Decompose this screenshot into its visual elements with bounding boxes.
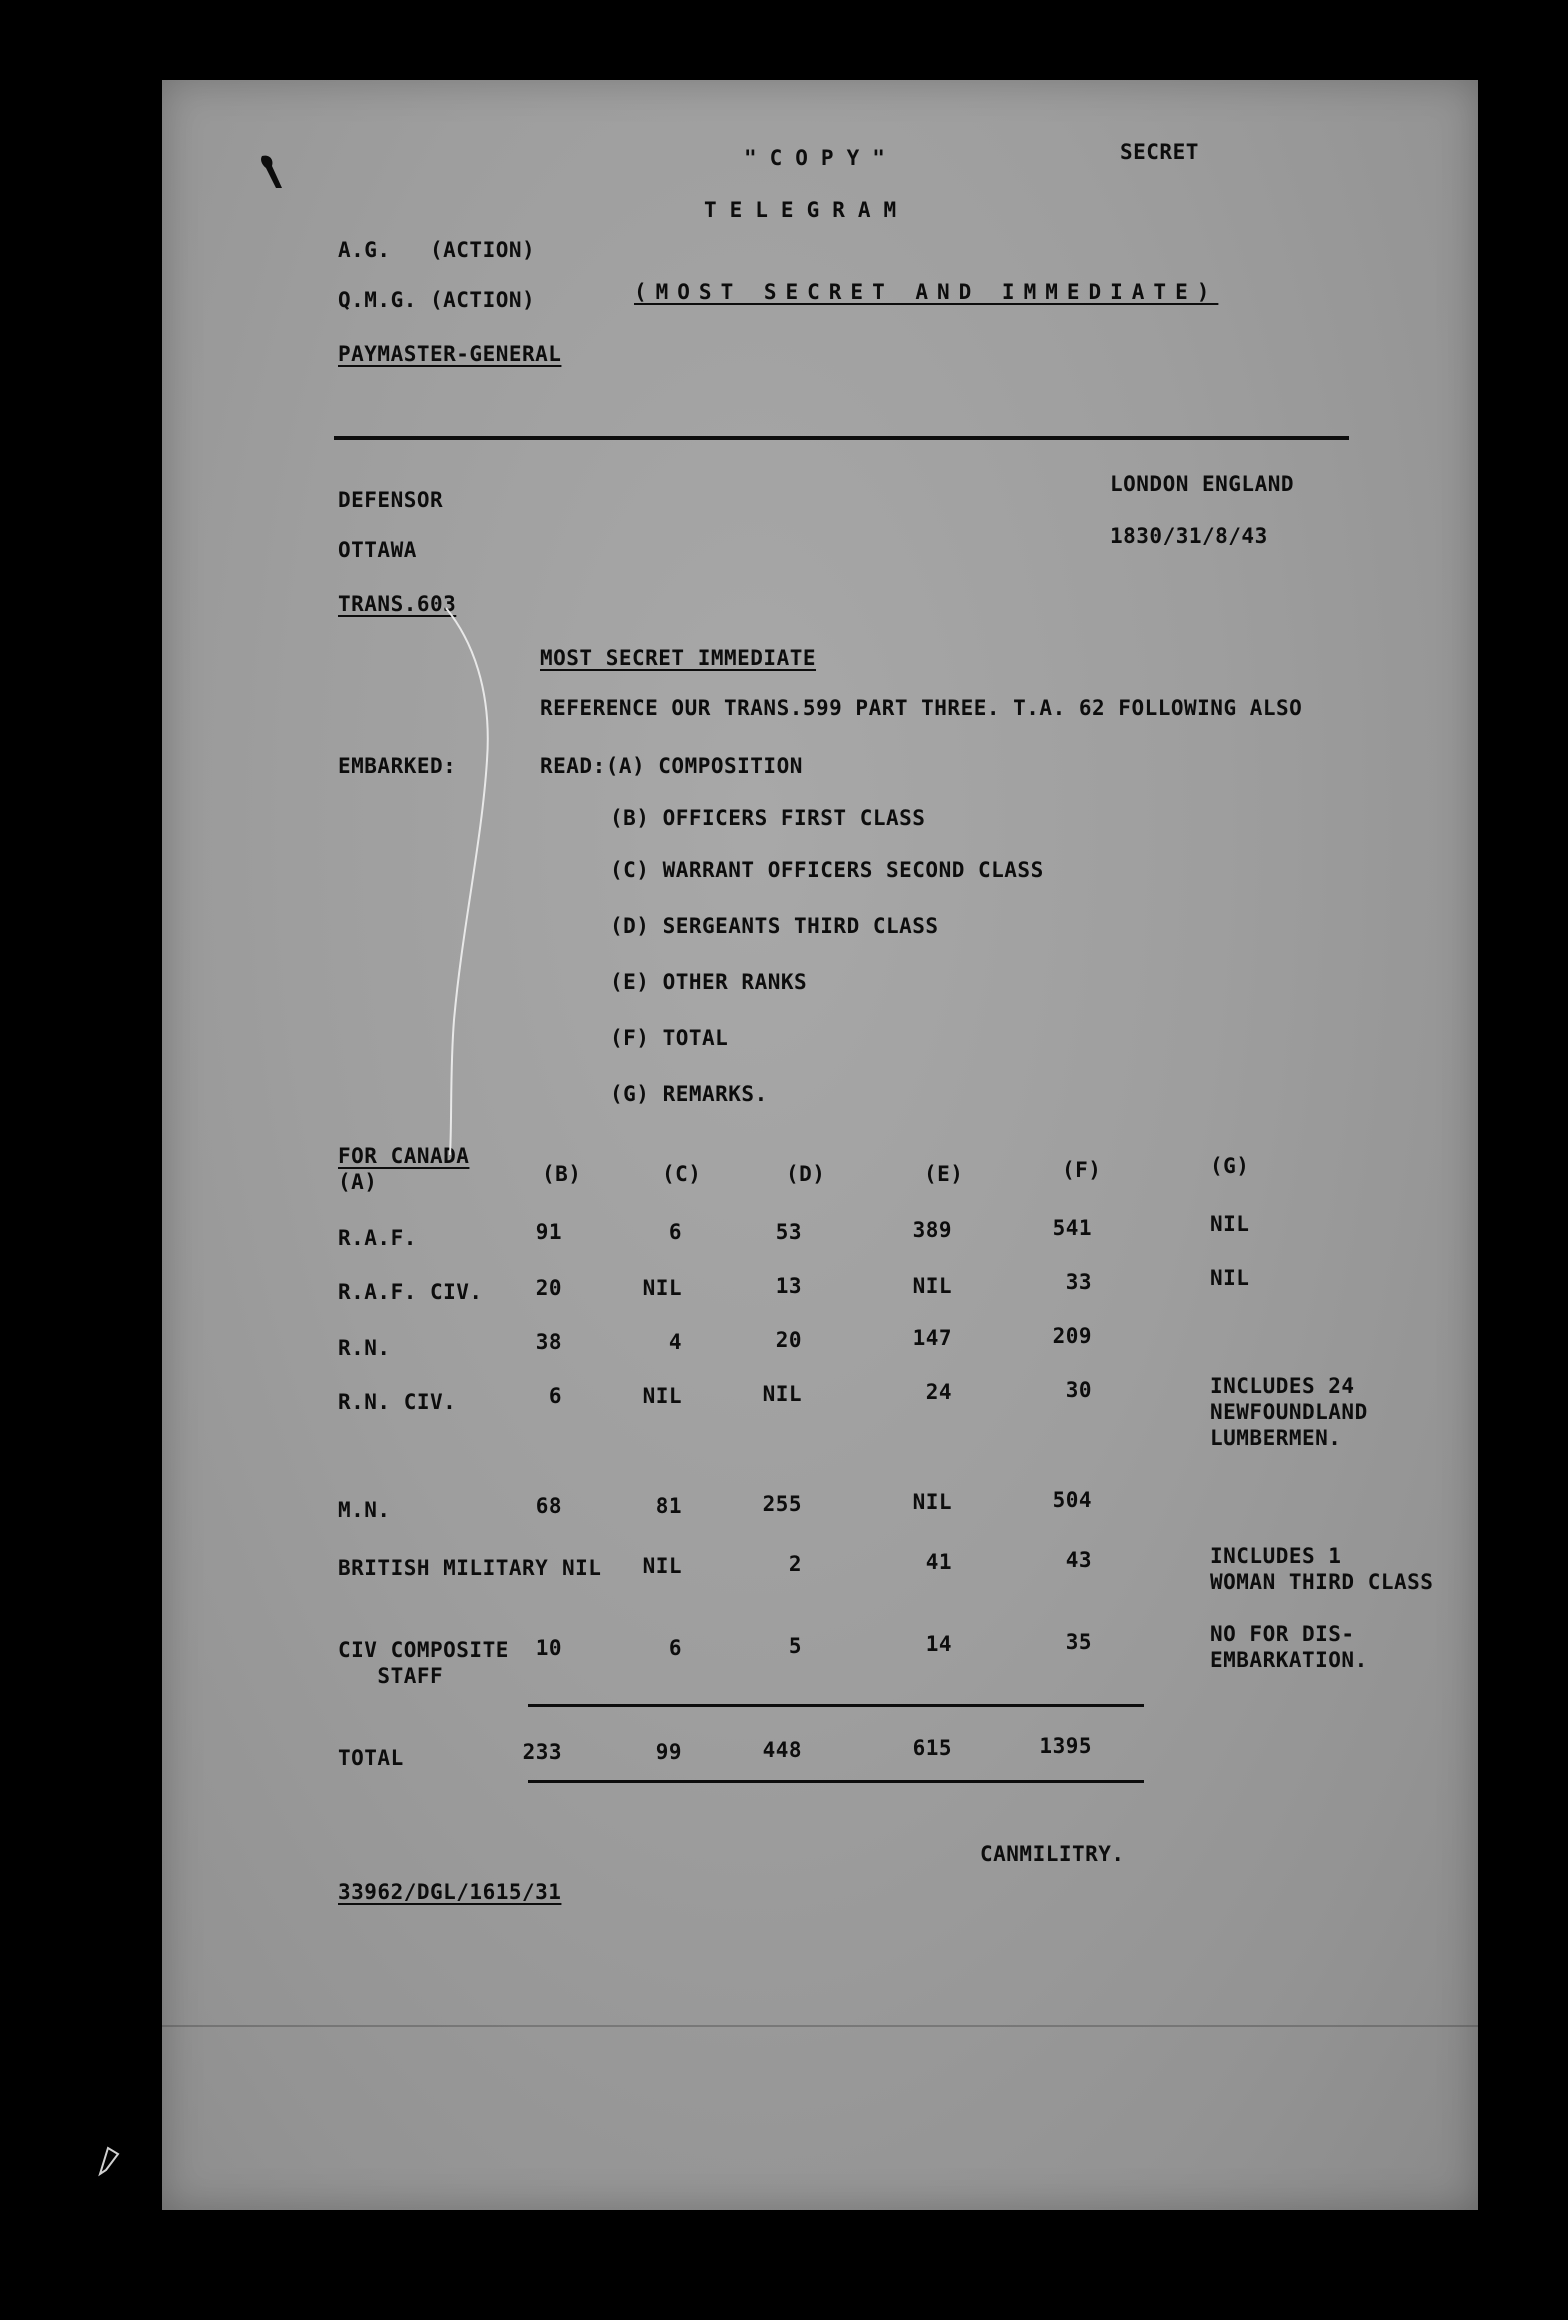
cell-g: LUMBERMEN. [1210,1426,1342,1450]
row-label: R.N. [338,1336,391,1360]
total-label: TOTAL [338,1746,404,1770]
cell-g: WOMAN THIRD CLASS [1210,1570,1434,1594]
column-header-b: (B) [542,1162,582,1186]
column-header-f: (F) [1062,1158,1102,1182]
priority-label: (MOST SECRET AND IMMEDIATE) [634,280,1219,304]
column-header-a: (A) [338,1170,378,1194]
cell-f: 504 [1052,1488,1092,1512]
column-header-c: (C) [662,1162,702,1186]
row-label: R.N. CIV. [338,1390,457,1414]
cell-c: NIL [642,1276,682,1300]
cell-e: 389 [912,1218,952,1242]
cell-e: 147 [912,1326,952,1350]
cell-f: 35 [1065,1630,1092,1654]
secret-label: SECRET [1120,140,1199,164]
addressee-city: OTTAWA [338,538,417,562]
row-label: BRITISH MILITARY [338,1556,549,1580]
row-label: CIV COMPOSITE [338,1638,509,1662]
origin-datetime: 1830/31/8/43 [1110,524,1268,548]
total-rule-top [528,1704,1144,1707]
read-item: (B) OFFICERS FIRST CLASS [610,806,926,830]
cell-b: 38 [535,1330,562,1354]
cell-g: EMBARKATION. [1210,1648,1368,1672]
read-item: READ:(A) COMPOSITION [540,754,803,778]
cell-g: INCLUDES 24 [1210,1374,1355,1398]
row-label: R.A.F. CIV. [338,1280,483,1304]
column-header-e: (E) [924,1162,964,1186]
copy-label: "COPY" [744,146,898,170]
total-b: 233 [522,1740,562,1764]
cell-g: INCLUDES 1 [1210,1544,1342,1568]
cell-e: 24 [925,1380,952,1404]
cell-d: 5 [788,1634,802,1658]
distribution-ag: A.G. (ACTION) [338,238,536,262]
distribution-qmg: Q.M.G. (ACTION) [338,288,536,312]
read-item: (E) OTHER RANKS [610,970,808,994]
cell-c: NIL [642,1554,682,1578]
subject-line: MOST SECRET IMMEDIATE [540,646,817,670]
telegram-title: TELEGRAM [704,198,910,222]
column-header-g: (G) [1210,1154,1250,1178]
row-label: M.N. [338,1498,391,1522]
cell-g: NO FOR DIS- [1210,1622,1355,1646]
cell-f: 33 [1065,1270,1092,1294]
telegram-sheet [162,80,1478,2210]
scan-artifact-mark [94,2140,124,2180]
cell-c: 6 [668,1636,682,1660]
cell-b: 10 [535,1636,562,1660]
row-label: STAFF [338,1664,444,1688]
sender-signature: CANMILITRY. [980,1842,1125,1866]
read-item: (F) TOTAL [610,1026,729,1050]
fold-line [162,2025,1478,2027]
cell-f: 30 [1065,1378,1092,1402]
cell-d: 53 [775,1220,802,1244]
cell-e: NIL [912,1274,952,1298]
total-e: 615 [912,1736,952,1760]
reference-line: REFERENCE OUR TRANS.599 PART THREE. T.A. 62 FOLLOWING ALSO [540,696,1303,720]
group-label: FOR CANADA [338,1144,470,1168]
cell-c: NIL [642,1384,682,1408]
total-rule-bottom [528,1780,1144,1783]
cell-d: NIL [762,1382,802,1406]
ink-blot [258,152,288,192]
read-item: (C) WARRANT OFFICERS SECOND CLASS [610,858,1044,882]
cell-e: 41 [925,1550,952,1574]
embarked-label: EMBARKED: [338,754,457,778]
cell-b: 6 [548,1384,562,1408]
total-c: 99 [655,1740,682,1764]
cell-e: NIL [912,1490,952,1514]
read-item: (D) SERGEANTS THIRD CLASS [610,914,939,938]
cell-d: 2 [788,1552,802,1576]
addressee: DEFENSOR [338,488,444,512]
cell-d: 13 [775,1274,802,1298]
row-label: R.A.F. [338,1226,417,1250]
header-divider [334,436,1349,440]
cell-d: 255 [762,1492,802,1516]
trans-number: TRANS.603 [338,592,457,616]
cell-f: 209 [1052,1324,1092,1348]
cell-f: 43 [1065,1548,1092,1572]
total-f: 1395 [1039,1734,1092,1758]
column-header-d: (D) [786,1162,826,1186]
cell-d: 20 [775,1328,802,1352]
cell-f: 541 [1052,1216,1092,1240]
cell-c: 4 [668,1330,682,1354]
cell-b: 68 [535,1494,562,1518]
cell-c: 81 [655,1494,682,1518]
cell-g: NIL [1210,1266,1250,1290]
read-item: (G) REMARKS. [610,1082,768,1106]
cell-b: NIL [562,1556,602,1580]
file-reference: 33962/DGL/1615/31 [338,1880,562,1904]
cell-b: 20 [535,1276,562,1300]
cell-g: NIL [1210,1212,1250,1236]
pencil-mark [432,600,502,1160]
cell-e: 14 [925,1632,952,1656]
origin-location: LONDON ENGLAND [1110,472,1295,496]
cell-g: NEWFOUNDLAND [1210,1400,1368,1424]
distribution-paymaster: PAYMASTER-GENERAL [338,342,562,366]
cell-c: 6 [668,1220,682,1244]
total-d: 448 [762,1738,802,1762]
cell-b: 91 [535,1220,562,1244]
